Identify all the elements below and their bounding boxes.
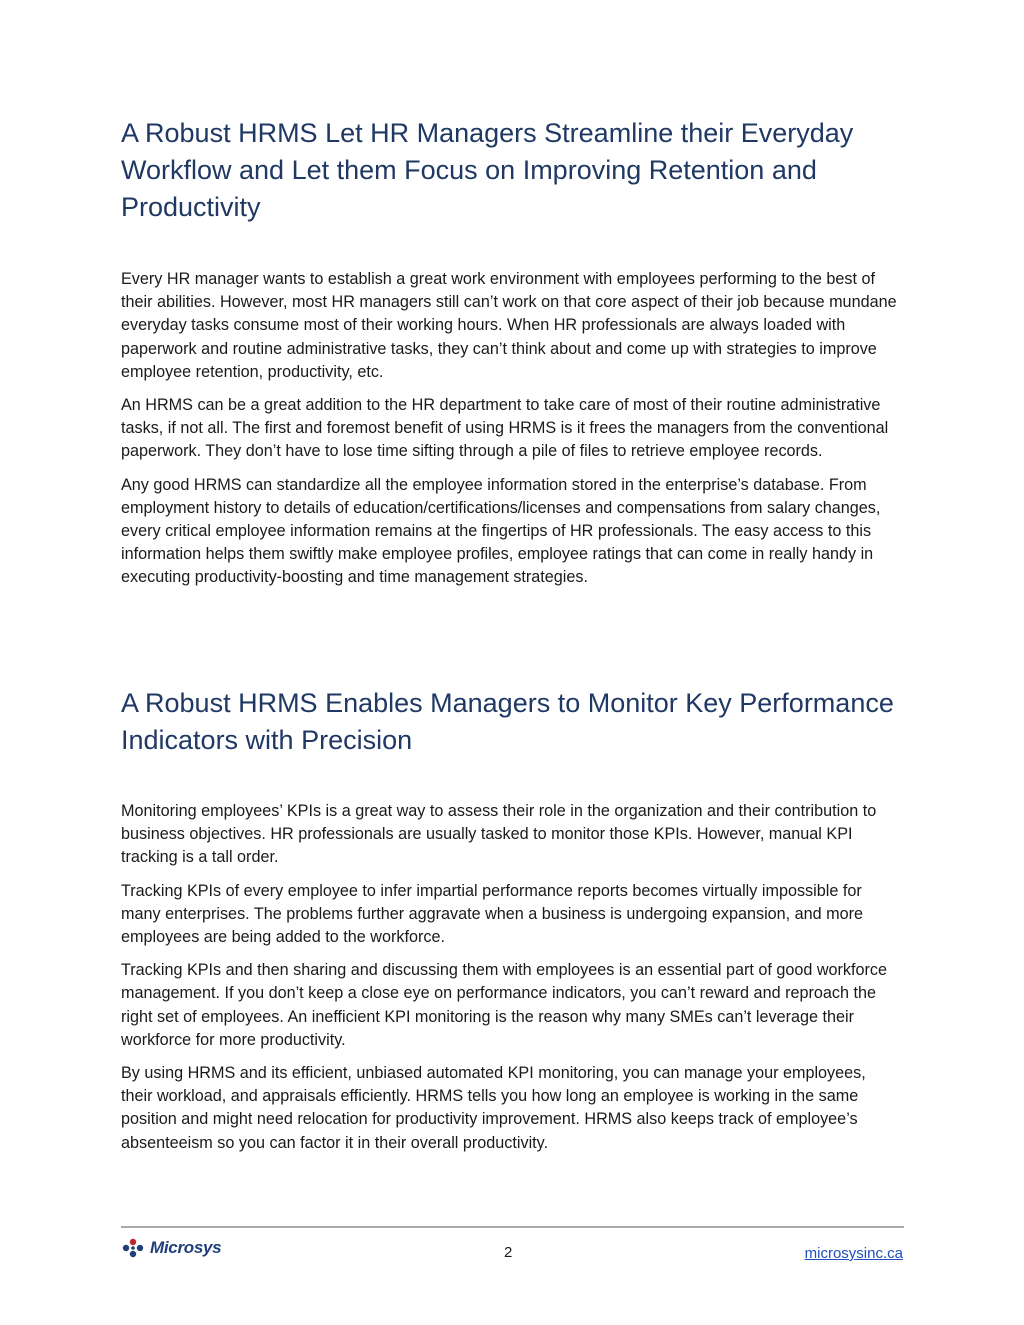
paragraph: An HRMS can be a great addition to the HR department to take care of most of their routine administrative tasks, if not all. The first and foremost benefit of using HRMS is it frees the managers from the conventional paperwork. They don’t have to lose time sifting through a pile of files to retrieve employee records. bbox=[121, 396, 889, 461]
paragraph: Any good HRMS can standardize all the employee information stored in the enterprise’s database. From employment history to details of education/certifications/licenses and compensations from salary changes, every critical employee information remains at the fingertips of HR professionals. The easy access to this information helps them swiftly make employee profiles, employee ratings that can come in really handy in executing productivity-boosting and time management strategies. bbox=[121, 475, 881, 587]
paragraph: Tracking KPIs of every employee to infer impartial performance reports becomes virtually impossible for many enterprises. The problems further aggravate when a business is undergoing expansion, and more employees are being added to the workforce. bbox=[121, 881, 864, 947]
section-heading: A Robust HRMS Enables Managers to Monitor Key Performance Indicators with Precision bbox=[121, 688, 894, 755]
company-logo bbox=[121, 1236, 221, 1260]
footer-divider bbox=[121, 1226, 904, 1228]
section-heading: A Robust HRMS Let HR Managers Streamline their Everyday Workflow and Let them Focus on Improving Retention and Productivity bbox=[121, 118, 854, 222]
website-link[interactable]: microsysinc.ca bbox=[804, 1245, 903, 1262]
paragraph: By using HRMS and its efficient, unbiased automated KPI monitoring, you can manage your employees, their workload, and appraisals efficiently. HRMS tells you how long an employee is working in the same position and might need relocation for productivity improvement. HRMS also keeps track of employee’s absenteeism so you can factor it in their overall productivity. bbox=[121, 1064, 866, 1152]
paragraph: Every HR manager wants to establish a great work environment with employees performing to the best of their abilities. However, most HR managers still can’t work on that core aspect of their job because mundane everyday tasks consume most of their working hours. When HR professionals are always loaded with paperwork and routine administrative tasks, they can’t think about and come up with strategies to improve employee retention, productivity, etc. bbox=[121, 270, 897, 381]
paragraph: Tracking KPIs and then sharing and discussing them with employees is an essential part of good workforce management. If you don’t keep a close eye on performance indicators, you can’t reward and reproach the right set of employees. An inefficient KPI monitoring is the reason why many SMEs can’t leverage their workforce for more productivity. bbox=[121, 961, 888, 1049]
microsys-logo-icon bbox=[121, 1237, 147, 1259]
section-body bbox=[121, 268, 901, 600]
section-body bbox=[121, 800, 901, 1165]
paragraph: Monitoring employees’ KPIs is a great way to assess their role in the organization and their contribution to business objectives. HR professionals are usually tasked to monitor those KPIs. However, manual KPI tracking is a tall order. bbox=[121, 802, 877, 867]
logo-wordmark: Microsys bbox=[150, 1238, 222, 1257]
page-number: 2 bbox=[504, 1244, 513, 1261]
